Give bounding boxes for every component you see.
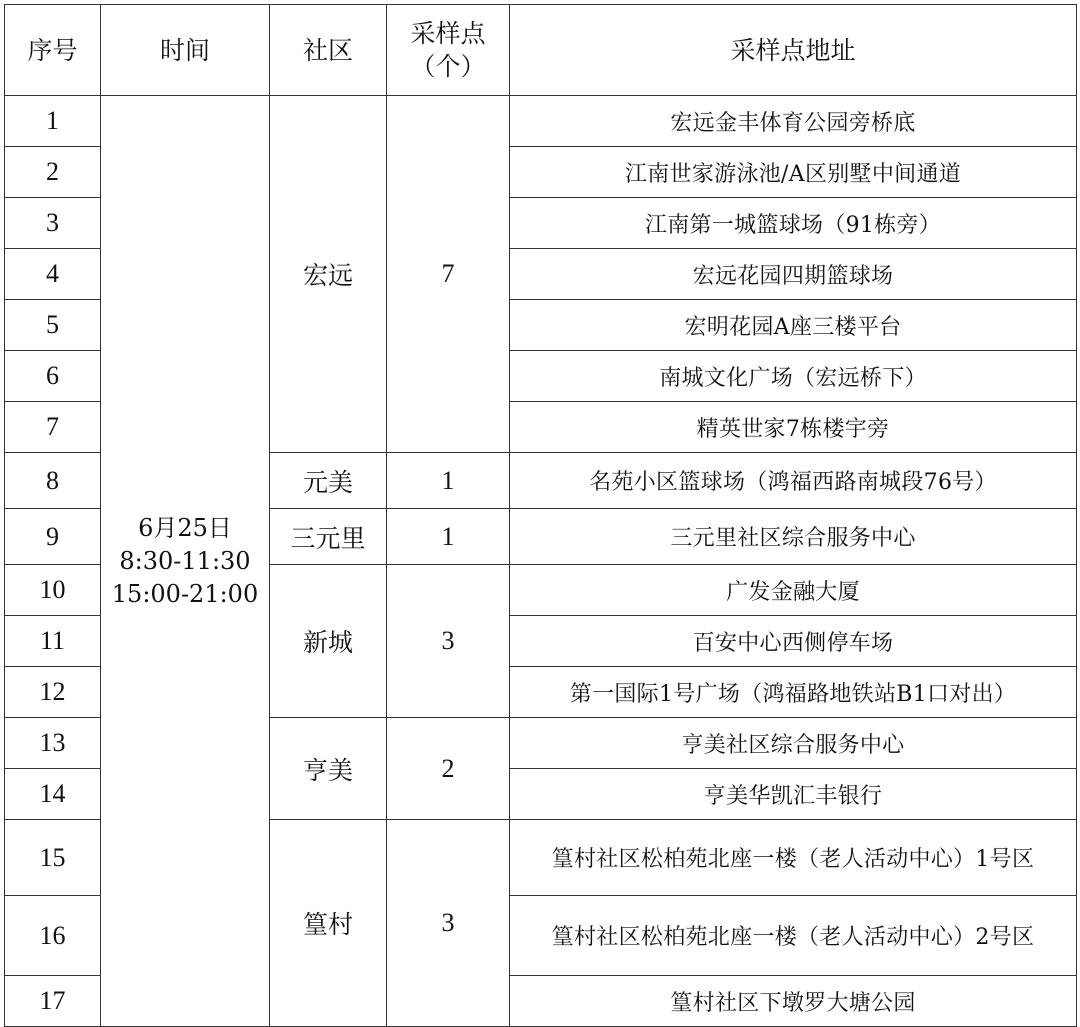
row-address: 宏远金丰体育公园旁桥底 [510,96,1077,147]
row-seq: 16 [5,896,101,976]
row-address: 亨美社区综合服务中心 [510,718,1077,769]
row-seq: 12 [5,667,101,718]
row-address: 江南第一城篮球场（91栋旁） [510,198,1077,249]
row-address: 南城文化广场（宏远桥下） [510,351,1077,402]
table-row [5,96,1077,147]
row-address: 精英世家7栋楼宇旁 [510,402,1077,453]
time-cell [101,96,270,1027]
count-cell: 7 [387,96,510,453]
row-address: 广发金融大厦 [510,565,1077,616]
community-cell: 篁村 [270,820,387,1027]
row-seq: 2 [5,147,101,198]
row-seq: 14 [5,769,101,820]
time-range-1: 8:30-11:30 [119,546,251,575]
count-cell: 3 [387,565,510,718]
sampling-points-table [4,4,1077,1027]
row-seq: 4 [5,249,101,300]
header-count [387,5,510,96]
community-cell: 元美 [270,453,387,509]
row-address: 第一国际1号广场（鸿福路地铁站B1口对出） [510,667,1077,718]
header-row [5,5,1077,96]
header-count-line2: （个） [410,52,486,81]
row-address: 名苑小区篮球场（鸿福西路南城段76号） [510,453,1077,509]
row-seq: 1 [5,96,101,147]
row-seq: 13 [5,718,101,769]
row-seq: 7 [5,402,101,453]
row-address: 宏远花园四期篮球场 [510,249,1077,300]
row-address: 江南世家游泳池/A区别墅中间通道 [510,147,1077,198]
row-seq: 9 [5,509,101,565]
row-address: 篁村社区下墩罗大塘公园 [510,976,1077,1027]
row-seq: 5 [5,300,101,351]
row-seq: 10 [5,565,101,616]
header-time: 时间 [101,5,270,96]
row-address: 篁村社区松柏苑北座一楼（老人活动中心）2号区 [510,896,1077,976]
row-address: 三元里社区综合服务中心 [510,509,1077,565]
community-cell: 亨美 [270,718,387,820]
time-range-2: 15:00-21:00 [111,579,259,608]
row-address: 宏明花园A座三楼平台 [510,300,1077,351]
community-cell: 三元里 [270,509,387,565]
row-address: 百安中心西侧停车场 [510,616,1077,667]
row-seq: 6 [5,351,101,402]
header-community: 社区 [270,5,387,96]
row-address: 亨美华凯汇丰银行 [510,769,1077,820]
header-count-line1: 采样点 [410,19,486,48]
count-cell: 2 [387,718,510,820]
header-address: 采样点地址 [510,5,1077,96]
row-seq: 8 [5,453,101,509]
header-seq: 序号 [5,5,101,96]
count-cell: 1 [387,509,510,565]
time-date: 6月25日 [138,513,232,542]
count-cell: 3 [387,820,510,1027]
row-address: 篁村社区松柏苑北座一楼（老人活动中心）1号区 [510,820,1077,896]
row-seq: 11 [5,616,101,667]
count-cell: 1 [387,453,510,509]
community-cell: 宏远 [270,96,387,453]
row-seq: 15 [5,820,101,896]
row-seq: 3 [5,198,101,249]
community-cell: 新城 [270,565,387,718]
row-seq: 17 [5,976,101,1027]
